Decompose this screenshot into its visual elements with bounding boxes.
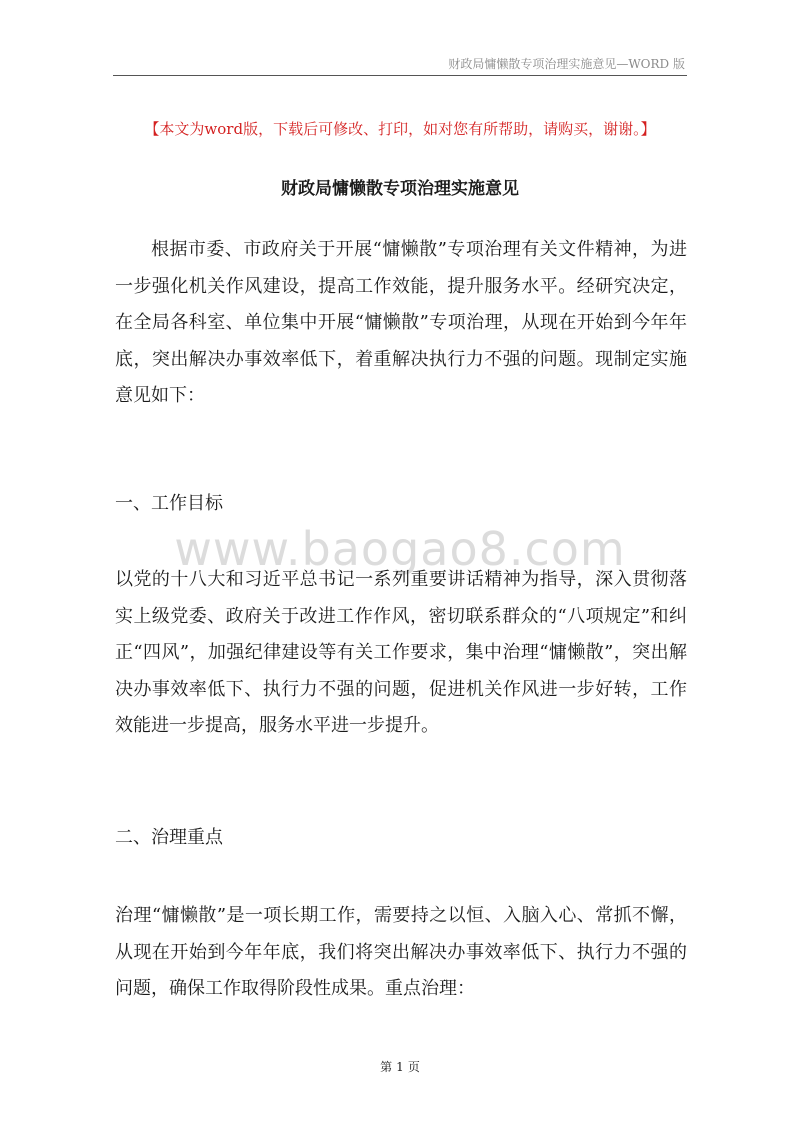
page-number-suffix: 页 [407, 1060, 420, 1074]
page-number [0, 1058, 800, 1075]
section-heading-goals: 一、工作目标 [115, 493, 223, 514]
page-number-prefix: 第 [380, 1060, 393, 1074]
download-notice: 【本文为word版，下载后可修改、打印，如对您有所帮助，请购买，谢谢。】 [144, 120, 656, 138]
section-body-focus: 治理“慵懒散”是一项长期工作，需要持之以恒、入脑入心、常抓不懈，从现在开始到今年年底，我们将突出解决办事效率低下、执行力不强的问题，确保工作取得阶段性成果。重点治理： [115, 905, 687, 999]
section-heading-focus: 二、治理重点 [115, 827, 223, 848]
document-title: 财政局慵懒散专项治理实施意见 [281, 179, 519, 199]
page-number-value: 1 [396, 1060, 404, 1074]
watermark: www.baogao8.com [174, 522, 626, 576]
intro-paragraph: 根据市委、市政府关于开展“慵懒散”专项治理有关文件精神，为进一步强化机关作风建设，提高工作效能，提升服务水平。经研究决定，在全局各科室、单位集中开展“慵懒散”专项治理，从现在开始到今年年底，突出解决办事效率低下，着重解决执行力不强的问题。现制定实施意见如下： [115, 239, 687, 406]
header-rule [113, 75, 687, 76]
section-body-goals: 以党的十八大和习近平总书记一系列重要讲话精神为指导，深入贯彻落实上级党委、政府关于改进工作作风，密切联系群众的“八项规定”和纠正“四风”，加强纪律建设等有关工作要求，集中治理“慵懒散”，突出解决办事效率低下、执行力不强的问题，促进机关作风进一步好转，工作效能进一步提高，服务水平进一步提升。 [115, 569, 687, 736]
running-header: 财政局慵懒散专项治理实施意见—WORD 版 [448, 57, 685, 71]
